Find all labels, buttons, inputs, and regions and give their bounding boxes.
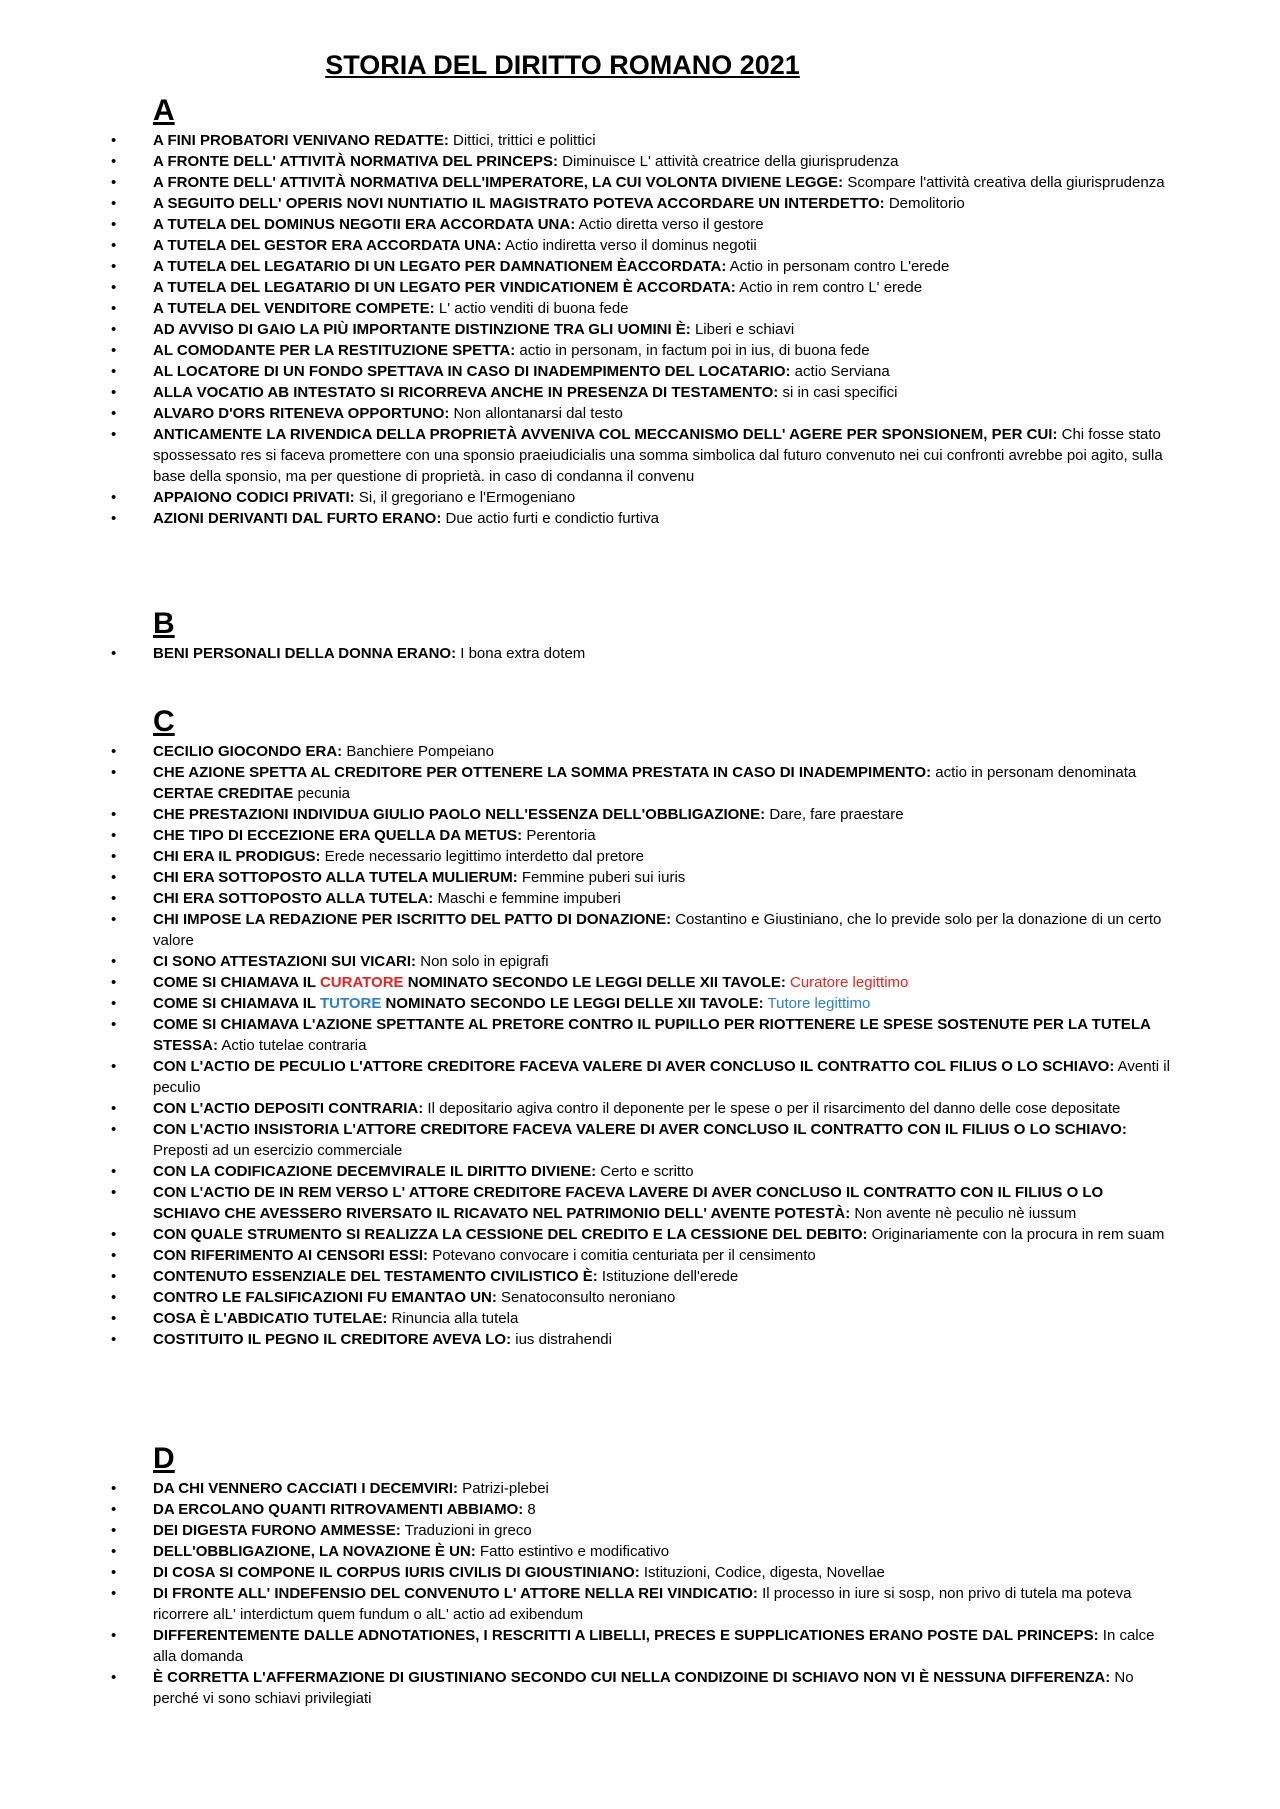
question-text-end: NOMINATO SECONDO LE LEGGI DELLE XII TAVOLE: (403, 974, 786, 991)
question-text: CHI ERA SOTTOPOSTO ALLA TUTELA MULIERUM: (153, 869, 518, 886)
answer-text: Banchiere Pompeiano (342, 743, 494, 760)
answer-text: Demolitorio (884, 195, 965, 212)
answer-text: Il processo in iure si sosp, non privo di tutela ma poteva ricorrere alL' interdictum quem fundum o alL' actio ad exibendum (153, 1585, 1132, 1623)
qa-list (0, 1478, 1280, 1709)
question-text: CON RIFERIMENTO AI CENSORI ESSI: (153, 1247, 429, 1264)
question-text: CONTRO LE FALSIFICAZIONI FU EMANTAO UN: (153, 1289, 497, 1306)
section-c (0, 703, 1280, 1350)
section-letter: C (153, 705, 175, 738)
list-item (0, 741, 1280, 762)
answer-text: Non allontanarsi dal testo (449, 405, 623, 422)
answer-text: Chi fosse stato spossessato res si faceva promettere con una sponsio praeiudicialis una somma simbolica dal futuro convenuto nei cui confronti avrebbe poi agito, sulla base della sponsio, ma per questione di proprietà. in caso di condanna il convenu (153, 426, 1163, 485)
list-item (0, 1182, 1280, 1224)
list-item (0, 1014, 1280, 1056)
question-text: CON L'ACTIO DE IN REM VERSO L' ATTORE CREDITORE FACEVA LAVERE DI AVER CONCLUSO IL CONTRATTO CON IL FILIUS O LO SCHIAVO CHE AVESSERO RIVERSATO IL RICAVATO NEL PATRIMONIO DELL' AVENTE POTESTÀ: (153, 1184, 1104, 1222)
question-text: CON L'ACTIO INSISTORIA L'ATTORE CREDITORE FACEVA VALERE DI AVER CONCLUSO IL CONTRATTO CON IL FILIUS O LO SCHIAVO: (153, 1121, 1127, 1138)
list-item (0, 1224, 1280, 1245)
section-letter: A (153, 94, 175, 127)
question-text: DA ERCOLANO QUANTI RITROVAMENTI ABBIAMO: (153, 1501, 524, 1518)
answer-text: Actio in personam contro L'erede (726, 258, 950, 275)
section-b (0, 605, 1280, 664)
answer-text: Perentoria (522, 827, 596, 844)
answer-text: In calce alla domanda (153, 1627, 1155, 1665)
question-text: A TUTELA DEL VENDITORE COMPETE: (153, 300, 435, 317)
question-text: CHI ERA IL PRODIGUS: (153, 848, 321, 865)
answer-text: Scompare l'attività creativa della giurisprudenza (843, 174, 1165, 191)
answer-text: Preposti ad un esercizio commerciale (153, 1142, 403, 1159)
list-item (0, 762, 1280, 804)
list-item (0, 993, 1280, 1014)
section-letter: D (153, 1442, 175, 1475)
list-item (0, 1583, 1280, 1625)
list-item (0, 1119, 1280, 1161)
document-title: STORIA DEL DIRITTO ROMANO 2021 (325, 50, 800, 80)
answer-text: Non avente nè peculio nè iussum (850, 1205, 1077, 1222)
question-text: CHE TIPO DI ECCEZIONE ERA QUELLA DA METUS: (153, 827, 523, 844)
list-item (0, 825, 1280, 846)
question-text: A FINI PROBATORI VENIVANO REDATTE: (153, 132, 449, 149)
list-item (0, 508, 1280, 529)
answer-text: Dittici, trittici e polittici (448, 132, 596, 149)
answer-text: actio Serviana (790, 363, 890, 380)
question-text: COSA È L'ABDICATIO TUTELAE: (153, 1310, 388, 1327)
answer-text: Liberi e schiavi (690, 321, 795, 338)
answer-text: Si, il gregoriano e l'Ermogeniano (354, 489, 576, 506)
list-item (0, 1520, 1280, 1541)
list-item (0, 235, 1280, 256)
list-item (0, 214, 1280, 235)
answer-text: Erede necessario legittimo interdetto dal pretore (320, 848, 645, 865)
answer-highlight: Curatore legittimo (785, 974, 909, 991)
answer-text: si in casi specifici (778, 384, 898, 401)
question-text: COME SI CHIAMAVA L'AZIONE SPETTANTE AL PRETORE CONTRO IL PUPILLO PER RIOTTENERE LE SPESE SOSTENUTE PER LA TUTELA STESSA: (153, 1016, 1151, 1054)
question-text: BENI PERSONALI DELLA DONNA ERANO: (153, 645, 457, 662)
list-item (0, 1287, 1280, 1308)
question-text: ANTICAMENTE LA RIVENDICA DELLA PROPRIETÀ AVVENIVA COL MECCANISMO DELL' AGERE PER SPONSIONEM, PER CUI: (153, 426, 1058, 443)
answer-text: Actio indiretta verso il dominus negotii (501, 237, 757, 254)
list-item (0, 256, 1280, 277)
question-text: CONTENUTO ESSENZIALE DEL TESTAMENTO CIVILISTICO È: (153, 1268, 598, 1285)
answer-text: I bona extra dotem (456, 645, 586, 662)
answer-text: Istituzioni, Codice, digesta, Novellae (639, 1564, 885, 1581)
qa-list (0, 741, 1280, 1350)
list-item (0, 361, 1280, 382)
question-text: CON L'ACTIO DEPOSITI CONTRARIA: (153, 1100, 424, 1117)
question-text: CON LA CODIFICAZIONE DECEMVIRALE IL DIRITTO DIVIENE: (153, 1163, 597, 1180)
question-highlight: TUTORE (319, 995, 382, 1012)
question-text: CHI ERA SOTTOPOSTO ALLA TUTELA: (153, 890, 434, 907)
list-item (0, 1098, 1280, 1119)
list-item (0, 424, 1280, 487)
question-text: AD AVVISO DI GAIO LA PIÙ IMPORTANTE DISTINZIONE TRA GLI UOMINI È: (153, 321, 691, 338)
section-a (0, 92, 1280, 529)
question-text: CHI IMPOSE LA REDAZIONE PER ISCRITTO DEL PATTO DI DONAZIONE: (153, 911, 672, 928)
answer-text: Actio in rem contro L' erede (735, 279, 923, 296)
question-text: A FRONTE DELL' ATTIVITÀ NORMATIVA DELL'IMPERATORE, LA CUI VOLONTA DIVIENE LEGGE: (153, 174, 844, 191)
answer-text: Diminuisce L' attività creatrice della giurisprudenza (557, 153, 899, 170)
answer-text: Traduzioni in greco (400, 1522, 532, 1539)
list-item (0, 151, 1280, 172)
answer-text: Patrizi-plebei (458, 1480, 549, 1497)
question-text: A TUTELA DEL LEGATARIO DI UN LEGATO PER DAMNATIONEM ÈACCORDATA: (153, 258, 727, 275)
qa-list (0, 643, 1280, 664)
list-item (0, 1056, 1280, 1098)
question-text: CON QUALE STRUMENTO SI REALIZZA LA CESSIONE DEL CREDITO E LA CESSIONE DEL DEBITO: (153, 1226, 868, 1243)
answer-text: Potevano convocare i comitia centuriata per il censimento (428, 1247, 816, 1264)
answer-emphasis: CERTAE CREDITAE (153, 785, 294, 802)
question-text: DA CHI VENNERO CACCIATI I DECEMVIRI: (153, 1480, 459, 1497)
list-item (0, 1667, 1280, 1709)
list-item (0, 298, 1280, 319)
answer-text: No perché vi sono schiavi privilegiati (153, 1669, 1134, 1707)
section-letter: B (153, 607, 175, 640)
list-item (0, 193, 1280, 214)
answer-text-end: pecunia (293, 785, 350, 802)
question-text: COME SI CHIAMAVA IL (153, 974, 320, 991)
list-item (0, 319, 1280, 340)
list-item (0, 1266, 1280, 1287)
list-item (0, 340, 1280, 361)
question-text: DI COSA SI COMPONE IL CORPUS IURIS CIVILIS DI GIOUSTINIANO: (153, 1564, 640, 1581)
list-item (0, 643, 1280, 664)
answer-text: Istituzione dell'erede (597, 1268, 739, 1285)
answer-text: Femmine puberi sui iuris (517, 869, 686, 886)
question-text: È CORRETTA L'AFFERMAZIONE DI GIUSTINIANO SECONDO CUI NELLA CONDIZOINE DI SCHIAVO NON VI È NESSUNA DIFFERENZA: (153, 1669, 1111, 1686)
answer-text: 8 (523, 1501, 536, 1518)
answer-text: ius distrahendi (511, 1331, 612, 1348)
list-item (0, 1329, 1280, 1350)
question-text-end: NOMINATO SECONDO LE LEGGI DELLE XII TAVOLE: (381, 995, 764, 1012)
answer-text: Due actio furti e condictio furtiva (441, 510, 659, 527)
list-item (0, 867, 1280, 888)
list-item (0, 804, 1280, 825)
list-item (0, 1245, 1280, 1266)
list-item (0, 1499, 1280, 1520)
question-text: COME SI CHIAMAVA IL (153, 995, 320, 1012)
question-text: ALLA VOCATIO AB INTESTATO SI RICORREVA ANCHE IN PRESENZA DI TESTAMENTO: (153, 384, 779, 401)
list-item (0, 972, 1280, 993)
list-item (0, 1541, 1280, 1562)
question-text: CHE AZIONE SPETTA AL CREDITORE PER OTTENERE LA SOMMA PRESTATA IN CASO DI INADEMPIMENTO: (153, 764, 932, 781)
list-item (0, 1161, 1280, 1182)
answer-highlight: Tutore legittimo (763, 995, 871, 1012)
list-item (0, 487, 1280, 508)
list-item (0, 382, 1280, 403)
answer-text: Il depositario agiva contro il deponente per le spese o per il risarcimento del danno delle cose depositate (423, 1100, 1121, 1117)
list-item (0, 888, 1280, 909)
list-item (0, 277, 1280, 298)
list-item (0, 1625, 1280, 1667)
answer-text: Actio tutelae contraria (218, 1037, 367, 1054)
question-text: CECILIO GIOCONDO ERA: (153, 743, 343, 760)
question-text: AL COMODANTE PER LA RESTITUZIONE SPETTA: (153, 342, 516, 359)
list-item (0, 403, 1280, 424)
answer-text: Fatto estintivo e modificativo (475, 1543, 670, 1560)
answer-text: L' actio venditi di buona fede (434, 300, 629, 317)
question-text: CI SONO ATTESTAZIONI SUI VICARI: (153, 953, 417, 970)
answer-text: Certo e scritto (596, 1163, 694, 1180)
answer-text: Senatoconsulto neroniano (496, 1289, 676, 1306)
answer-text: Actio diretta verso il gestore (575, 216, 764, 233)
question-text: ALVARO D'ORS RITENEVA OPPORTUNO: (153, 405, 450, 422)
question-text: AZIONI DERIVANTI DAL FURTO ERANO: (153, 510, 442, 527)
question-text: APPAIONO CODICI PRIVATI: (153, 489, 355, 506)
question-text: A TUTELA DEL LEGATARIO DI UN LEGATO PER VINDICATIONEM È ACCORDATA: (153, 279, 736, 296)
question-text: A FRONTE DELL' ATTIVITÀ NORMATIVA DEL PRINCEPS: (153, 153, 558, 170)
question-highlight: CURATORE (319, 974, 404, 991)
answer-text: Non solo in epigrafi (416, 953, 549, 970)
list-item (0, 1308, 1280, 1329)
question-text: DIFFERENTEMENTE DALLE ADNOTATIONES, I RESCRITTI A LIBELLI, PRECES E SUPPLICATIONES ERANO POSTE DAL PRINCEPS: (153, 1627, 1099, 1644)
list-item (0, 951, 1280, 972)
question-text: CHE PRESTAZIONI INDIVIDUA GIULIO PAOLO NELL'ESSENZA DELL'OBBLIGAZIONE: (153, 806, 766, 823)
question-text: A TUTELA DEL DOMINUS NEGOTII ERA ACCORDATA UNA: (153, 216, 576, 233)
answer-text: Rinuncia alla tutela (387, 1310, 519, 1327)
question-text: DEI DIGESTA FURONO AMMESSE: (153, 1522, 401, 1539)
question-text: CON L'ACTIO DE PECULIO L'ATTORE CREDITORE FACEVA VALERE DI AVER CONCLUSO IL CONTRATTO COL FILIUS O LO SCHIAVO: (153, 1058, 1115, 1075)
answer-text: Aventi il peculio (153, 1058, 1170, 1096)
list-item (0, 846, 1280, 867)
question-text: DI FRONTE ALL' INDEFENSIO DEL CONVENUTO L' ATTORE NELLA REI VINDICATIO: (153, 1585, 758, 1602)
list-item (0, 1478, 1280, 1499)
question-text: AL LOCATORE DI UN FONDO SPETTAVA IN CASO DI INADEMPIMENTO DEL LOCATARIO: (153, 363, 791, 380)
answer-text: actio in personam denominata (931, 764, 1137, 781)
question-text: A TUTELA DEL GESTOR ERA ACCORDATA UNA: (153, 237, 502, 254)
list-item (0, 172, 1280, 193)
answer-text: Maschi e femmine impuberi (433, 890, 621, 907)
answer-text: actio in personam, in factum poi in ius, di buona fede (515, 342, 870, 359)
answer-text: Originariamente con la procura in rem suam (867, 1226, 1165, 1243)
list-item (0, 130, 1280, 151)
list-item (0, 909, 1280, 951)
question-text: A SEGUITO DELL' OPERIS NOVI NUNTIATIO IL MAGISTRATO POTEVA ACCORDARE UN INTERDETTO: (153, 195, 885, 212)
qa-list (0, 130, 1280, 529)
question-text: COSTITUITO IL PEGNO IL CREDITORE AVEVA LO: (153, 1331, 512, 1348)
section-d (0, 1440, 1280, 1709)
answer-text: Dare, fare praestare (765, 806, 904, 823)
list-item (0, 1562, 1280, 1583)
question-text: DELL'OBBLIGAZIONE, LA NOVAZIONE È UN: (153, 1543, 476, 1560)
answer-text: Costantino e Giustiniano, che lo previde solo per la donazione di un certo valore (153, 911, 1162, 949)
